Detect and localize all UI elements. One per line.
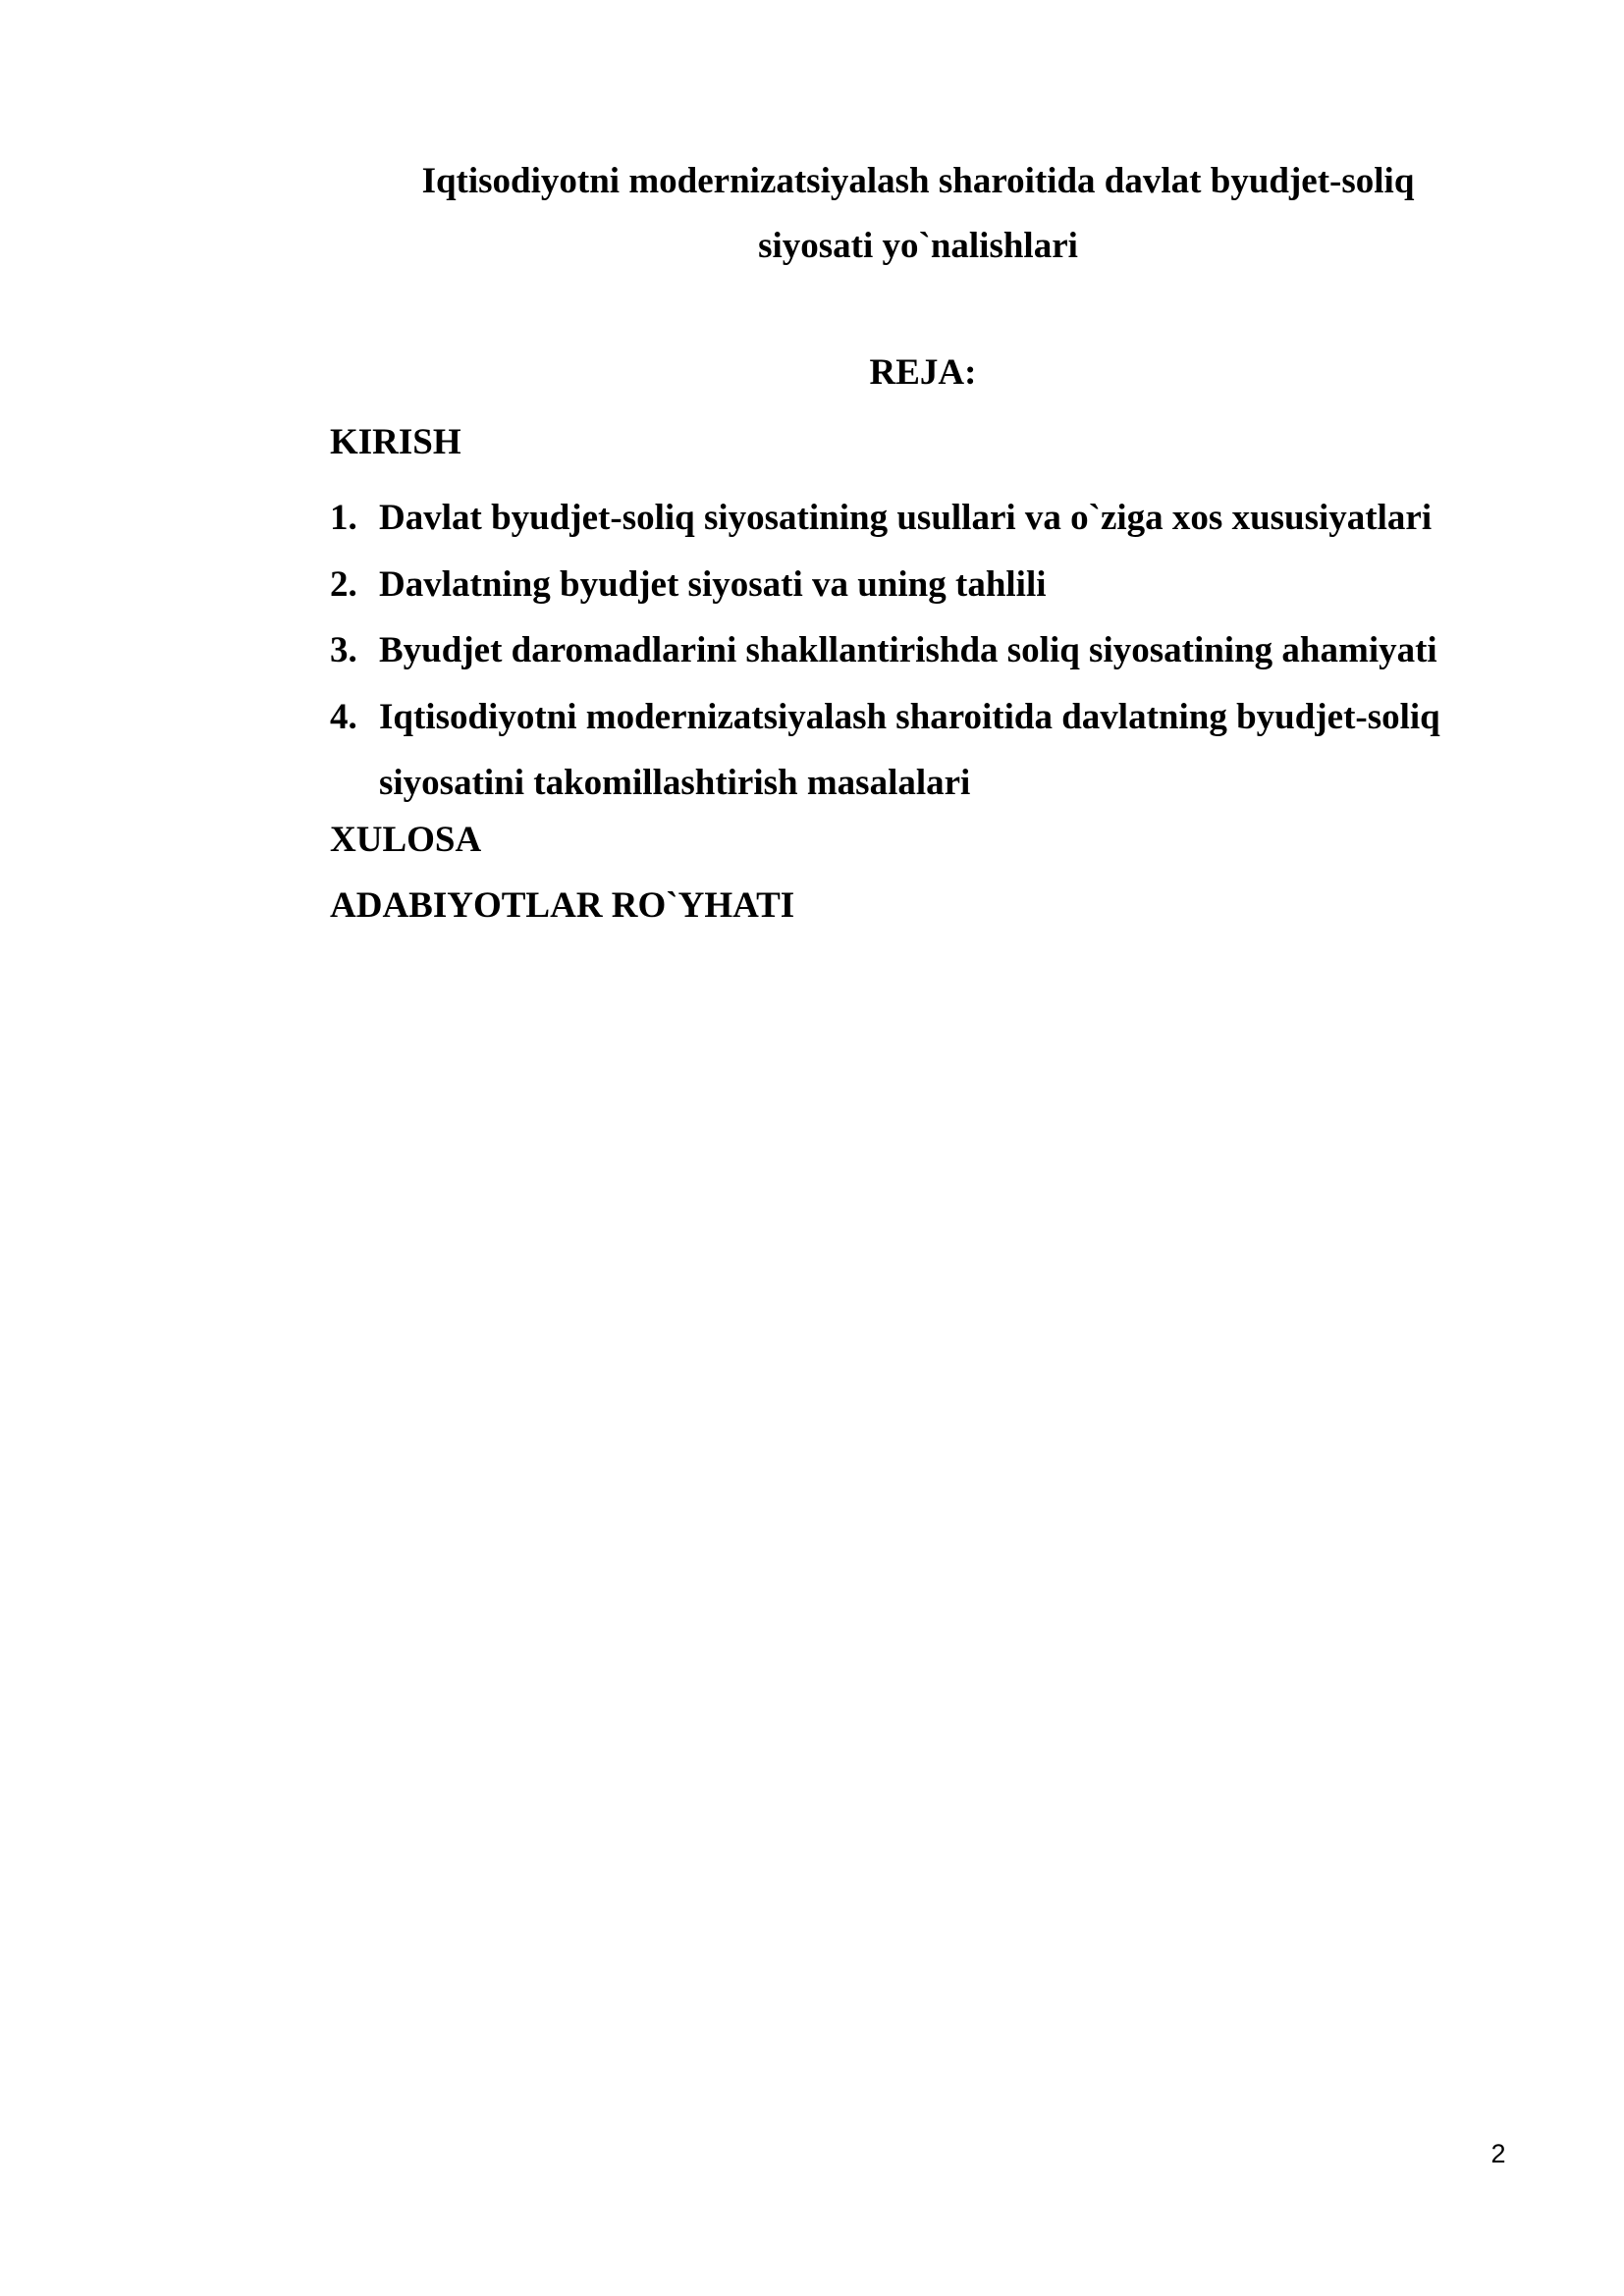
toc-item-number: 1. [330,498,357,538]
toc-item [330,617,1440,684]
toc-item-number: 2. [330,563,357,605]
toc-item-line: Davlat byudjet-soliq siyosatining usullari va o`ziga xos xususiyatlari [379,498,1433,538]
toc-item-text [379,485,1440,552]
toc-item-line: Davlatning byudjet siyosati va uning tahlili [379,563,1047,605]
conclusion-heading: XULOSA [330,820,482,860]
toc-item-line: siyosatini takomillashtirish masalalari [379,763,971,803]
toc-item-line: Byudjet daromadlarini shakllantirishda soliq siyosatining ahamiyati [379,630,1437,670]
toc-item-text [379,617,1440,684]
document-title [324,149,1512,279]
title-line-1: Iqtisodiyotni modernizatsiyalash sharoitida davlat byudjet-soliq [421,161,1415,201]
intro-heading: KIRISH [330,422,461,462]
toc-item-line: Iqtisodiyotni modernizatsiyalash sharoitida davlatning byudjet-soliq [379,696,1440,737]
references-heading: ADABIYOTLAR RO`YHATI [330,885,795,926]
toc-item-text [379,552,1440,618]
toc-item [330,485,1440,552]
toc-item-number: 3. [330,630,357,670]
toc-item [330,684,1440,817]
plan-heading: REJA: [869,352,977,393]
toc-item [330,552,1440,618]
title-line-2: siyosati yo`nalishlari [758,226,1078,266]
toc-item-number: 4. [330,696,357,737]
page-number: 2 [1490,2139,1506,2168]
table-of-contents [330,485,1440,817]
toc-item-text [379,684,1440,817]
